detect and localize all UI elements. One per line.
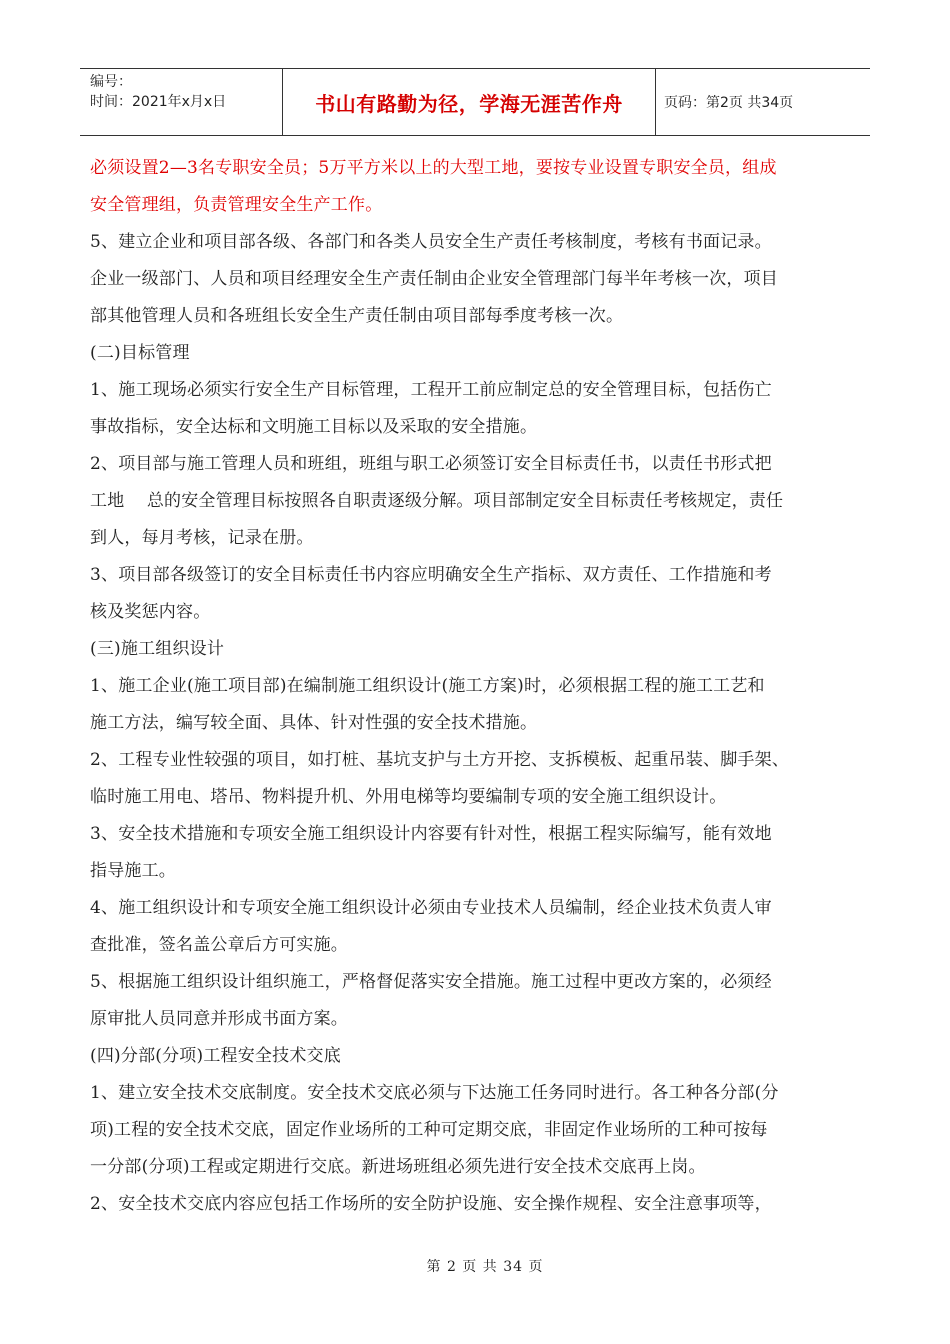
document-header bbox=[80, 68, 870, 136]
body-line: 企业一级部门、人员和项目经理安全生产责任制由企业安全管理部门每半年考核一次，项目 bbox=[90, 269, 778, 289]
section-heading: (三)施工组织设计 bbox=[90, 639, 225, 659]
body-line: 1、建立安全技术交底制度。安全技术交底必须与下达施工任务同时进行。各工种各分部(分 bbox=[90, 1083, 779, 1103]
body-line: 临时施工用电、塔吊、物料提升机、外用电梯等均要编制专项的安全施工组织设计。 bbox=[90, 787, 727, 807]
body-line: 5、建立企业和项目部各级、各部门和各类人员安全生产责任考核制度，考核有书面记录。 bbox=[90, 232, 772, 252]
body-line: 工地 总的安全管理目标按照各自职责逐级分解。项目部制定安全目标责任考核规定，责任 bbox=[90, 491, 784, 511]
document-body bbox=[90, 150, 860, 1223]
document-number-label: 编号： bbox=[90, 74, 132, 90]
header-motto: 书山有路勤为径，学海无涯苦作舟 bbox=[315, 91, 623, 116]
header-motto-cell bbox=[283, 69, 656, 135]
body-line: 安全管理组，负责管理安全生产工作。 bbox=[90, 195, 383, 215]
body-line: 一分部(分项)工程或定期进行交底。新进场班组必须先进行安全技术交底再上岗。 bbox=[90, 1157, 706, 1177]
header-meta bbox=[80, 69, 283, 135]
body-line: 核及奖惩内容。 bbox=[90, 602, 211, 622]
body-line: 必须设置2—3名专职安全员；5万平方米以上的大型工地，要按专业设置专职安全员，组成 bbox=[90, 158, 777, 178]
body-line: 2、安全技术交底内容应包括工作场所的安全防护设施、安全操作规程、安全注意事项等， bbox=[90, 1194, 772, 1214]
body-line: 查批准，签名盖公章后方可实施。 bbox=[90, 935, 348, 955]
body-line: 部其他管理人员和各班组长安全生产责任制由项目部每季度考核一次。 bbox=[90, 306, 624, 326]
body-line: 3、安全技术措施和专项安全施工组织设计内容要有针对性，根据工程实际编写，能有效地 bbox=[90, 824, 772, 844]
body-line: 指导施工。 bbox=[90, 861, 176, 881]
body-line: 1、施工现场必须实行安全生产目标管理，工程开工前应制定总的安全管理目标，包括伤亡 bbox=[90, 380, 772, 400]
body-line: 事故指标，安全达标和文明施工目标以及采取的安全措施。 bbox=[90, 417, 538, 437]
document-time: 时间：2021年x月x日 bbox=[90, 94, 227, 110]
page-footer: 第 2 页 共 34 页 bbox=[426, 1259, 544, 1275]
body-line: 到人，每月考核，记录在册。 bbox=[90, 528, 314, 548]
body-line: 3、项目部各级签订的安全目标责任书内容应明确安全生产指标、双方责任、工作措施和考 bbox=[90, 565, 772, 585]
body-line: 项)工程的安全技术交底，固定作业场所的工种可定期交底，非固定作业场所的工种可按每 bbox=[90, 1120, 768, 1140]
header-page-info: 页码：第2页 共34页 bbox=[664, 95, 794, 111]
body-line: 施工方法，编写较全面、具体、针对性强的安全技术措施。 bbox=[90, 713, 538, 733]
section-heading: (二)目标管理 bbox=[90, 343, 190, 363]
body-line: 4、施工组织设计和专项安全施工组织设计必须由专业技术人员编制，经企业技术负责人审 bbox=[90, 898, 772, 918]
body-line: 原审批人员同意并形成书面方案。 bbox=[90, 1009, 348, 1029]
section-heading: (四)分部(分项)工程安全技术交底 bbox=[90, 1046, 341, 1066]
body-line: 2、项目部与施工管理人员和班组，班组与职工必须签订安全目标责任书，以责任书形式把 bbox=[90, 454, 772, 474]
body-line: 1、施工企业(施工项目部)在编制施工组织设计(施工方案)时，必须根据工程的施工工艺和 bbox=[90, 676, 765, 696]
body-line: 2、工程专业性较强的项目，如打桩、基坑支护与土方开挖、支拆模板、起重吊装、脚手架、 bbox=[90, 750, 790, 770]
body-line: 5、根据施工组织设计组织施工，严格督促落实安全措施。施工过程中更改方案的，必须经 bbox=[90, 972, 772, 992]
